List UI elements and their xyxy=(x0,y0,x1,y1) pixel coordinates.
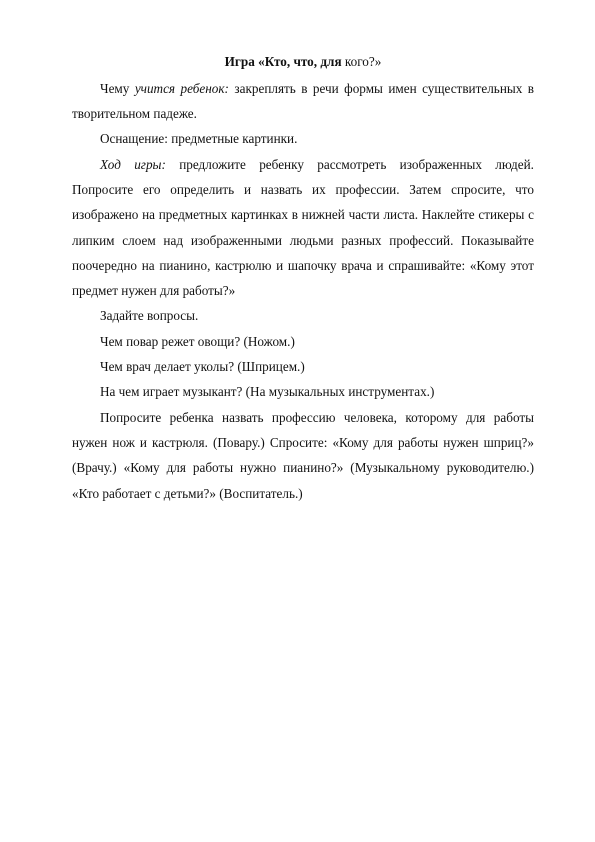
game-process-label: Ход игры: xyxy=(100,156,166,172)
paragraph-game-process xyxy=(72,152,534,304)
title-regular-part: кого?» xyxy=(341,54,382,69)
question-cook-text: Чем повар режет овощи? (Ножом.) xyxy=(100,333,295,349)
learning-goal-text: закреплять в речи формы имен существительных в творительном падеже. xyxy=(72,80,534,122)
game-process-text: предложите ребенку рассмотреть изображенных людей. Попросите его определить и назвать их профессии. Затем спросите, что изображено на предметных картинках в нижней части листа. Наклейте стикеры с липким слоем над изображенными людьми разных профессий. Показывайте поочередно на пианино, кастрюлю и шапочку врача и спрашивайте: «Кому этот предмет нужен для работы?» xyxy=(72,156,534,299)
final-task-text: Попросите ребенка назвать профессию человека, которому для работы нужен нож и кастрюля. (Повару.) Спросите: «Кому для работы нужен шприц?» (Врачу.) «Кому для работы нужно пианино?» (Музыкальному руководителю.) «Кто работает с детьми?» (Воспитатель.) xyxy=(72,409,534,501)
learning-goal-lead: Чему xyxy=(100,80,135,96)
question-doctor xyxy=(72,354,534,379)
paragraph-ask-questions xyxy=(72,303,534,328)
paragraph-equipment xyxy=(72,126,534,151)
question-musician xyxy=(72,379,534,404)
document-body xyxy=(72,49,534,506)
paragraph-learning-goal xyxy=(72,76,534,127)
question-musician-text: На чем играет музыкант? (На музыкальных инструментах.) xyxy=(100,384,435,400)
question-cook xyxy=(72,329,534,354)
learning-goal-label: учится ребенок: xyxy=(134,80,229,96)
ask-questions-text: Задайте вопросы. xyxy=(100,308,199,324)
equipment-text: Оснащение: предметные картинки. xyxy=(100,131,298,147)
paragraph-final-task xyxy=(72,405,534,506)
question-doctor-text: Чем врач делает уколы? (Шприцем.) xyxy=(100,359,305,375)
title-bold-part: Игра «Кто, что, для xyxy=(224,54,342,69)
document-title xyxy=(72,49,534,74)
